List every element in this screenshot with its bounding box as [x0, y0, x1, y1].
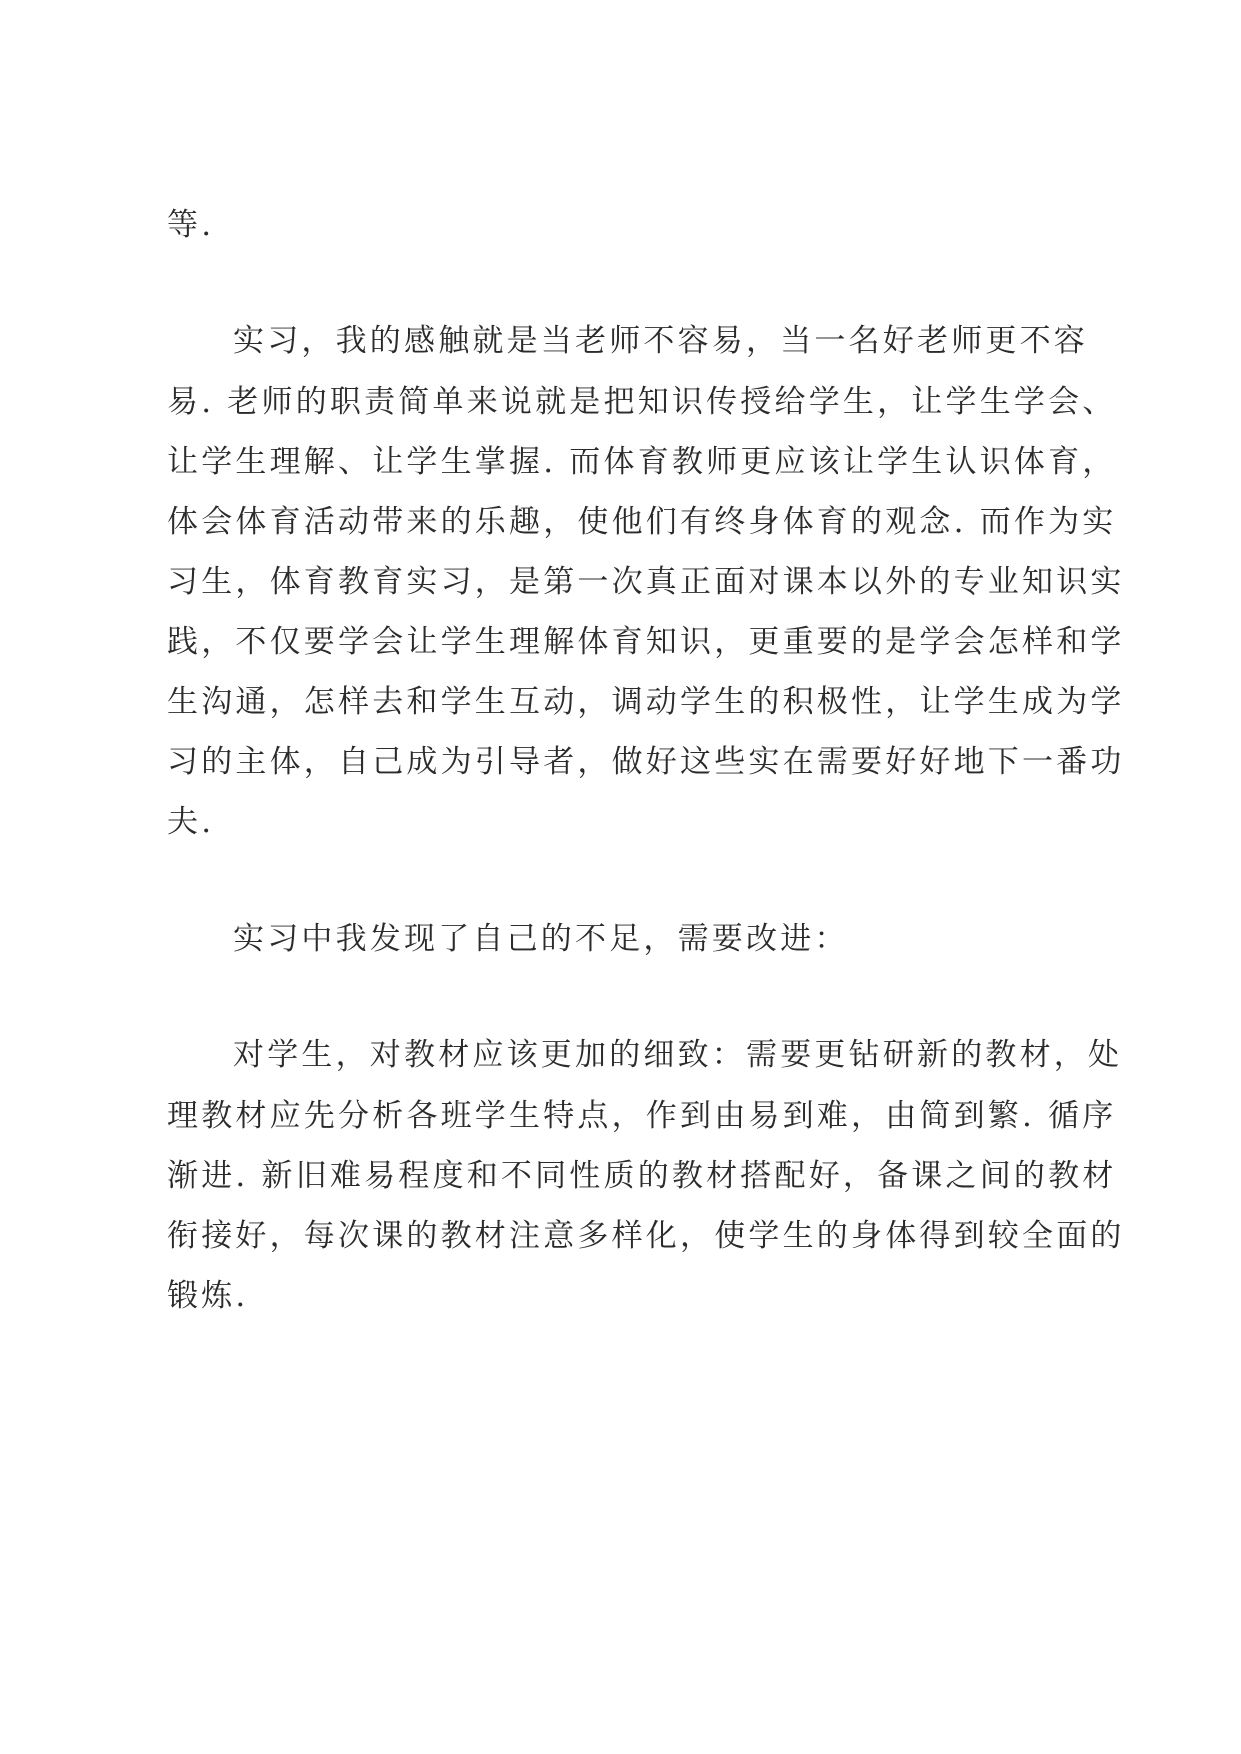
- paragraph-4-line-3: 渐进. 新旧难易程度和不同性质的教材搭配好，备课之间的教材: [167, 1158, 1117, 1194]
- paragraph-2-line-2: 易. 老师的职责简单来说就是把知识传授给学生，让学生学会、: [167, 384, 1117, 420]
- paragraph-2-line-3: 让学生理解、让学生掌握. 而体育教师更应该让学生认识体育，: [167, 444, 1117, 480]
- paragraph-4-line-5: 锻炼.: [167, 1278, 249, 1314]
- paragraph-4-line-4: 衔接好，每次课的教材注意多样化，使学生的身体得到较全面的: [167, 1218, 1125, 1254]
- paragraph-2-line-9: 夫.: [167, 804, 215, 840]
- paragraph-2-line-5: 习生，体育教育实习，是第一次真正面对课本以外的专业知识实: [167, 564, 1125, 600]
- paragraph-1-line-1: 等.: [167, 207, 215, 243]
- paragraph-2-line-8: 习的主体，自己成为引导者，做好这些实在需要好好地下一番功: [167, 744, 1125, 780]
- paragraph-2-line-7: 生沟通，怎样去和学生互动，调动学生的积极性，让学生成为学: [167, 684, 1125, 720]
- paragraph-2-line-6: 践，不仅要学会让学生理解体育知识，更重要的是学会怎样和学: [167, 624, 1125, 660]
- paragraph-3-line-1: 实习中我发现了自己的不足，需要改进：: [233, 921, 849, 957]
- paragraph-4-line-1: 对学生，对教材应该更加的细致：需要更钻研新的教材，处: [233, 1037, 1123, 1073]
- paragraph-2-line-4: 体会体育活动带来的乐趣，使他们有终身体育的观念. 而作为实: [167, 504, 1117, 540]
- paragraph-2-line-1: 实习，我的感触就是当老师不容易，当一名好老师更不容: [233, 323, 1088, 359]
- paragraph-4-line-2: 理教材应先分析各班学生特点，作到由易到难，由简到繁. 循序: [167, 1098, 1117, 1134]
